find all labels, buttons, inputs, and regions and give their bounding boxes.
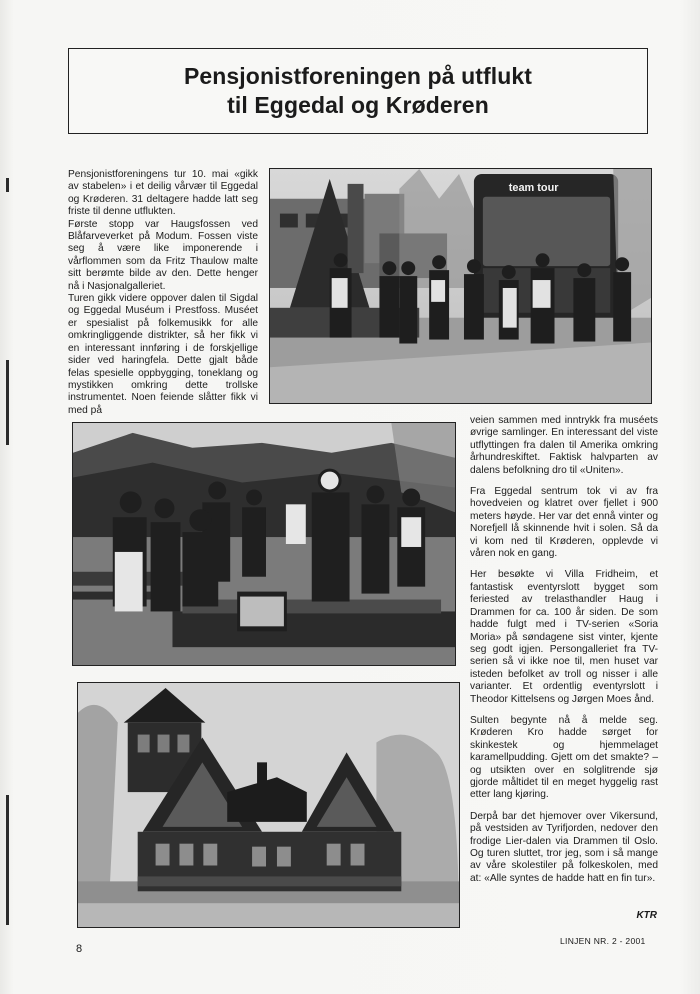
binder-mark [6,360,9,445]
paragraph: Første stopp var Haugsfossen ved Blåfarveverket på Modum. Fossen viste seg å være like imponerende i vårflommen som da Fritz Thaulow malte sitt berømte bilde av den. Dette henger nå i Nasjonalgalleriet. [68,218,258,292]
paragraph: Turen gikk videre oppover dalen til Sigdal og Eggedal Muséum i Prestfoss. Muséet er spesialist på folkemusikk for alle omkringliggende distrikter, så her fikk vi en interessant innføring i de forskjellige sider ved haringfela. Dette gjalt både felas spesielle oppbygging, toneklang og mystikken omkring dette trollske instrumentet. Noen feiende slåtter fikk vi med på [68,293,258,416]
photo-group-at-bus-image [270,169,651,403]
issue-label: LINJEN NR. 2 - 2001 [560,936,646,946]
paragraph: Her besøkte vi Villa Fridheim, et fantastisk eventyrslott bygget som feriested av trelasthandler Haug i Drammen for ca. 100 år siden. De som hadde fulgt med i TV-serien «Soria Moria» på søndagene sist vinter, kjente seg godt igjen. Persongalleriet fra TV-serien så vi ikke noe til, men huset var isteden befolket av troll og nisser i alle varianter. Et ordentlig eventyrslott i Theodor Kittelsens og Jørgen Moes ånd. [470,569,658,705]
bus-sign: team tour [508,181,559,194]
paragraph: Sulten begynte nå å melde seg. Krøderen Kro hadde sørget for skinkestek og hjemmelaget karamellpudding. Gjett om det smakte? – og utsikten over en solglitrende sjø gjorde måltidet til en meget hyggelig rast etter lang kjøring. [470,714,658,801]
photo-villa-fridheim [77,682,460,928]
article-title-box [68,48,648,134]
photo-villa-fridheim-image [78,683,459,927]
article-title-line-2: til Eggedal og Krøderen [227,92,489,118]
binder-mark [6,178,9,192]
binder-mark [6,795,9,925]
article-title-line-1: Pensjonistforeningen på utflukt [183,63,533,89]
page-number: 8 [76,943,83,955]
paragraph: Pensjonistforeningens tur 10. mai «gikk av stabelen» i et deilig vårvær til Eggedal og Krøderen. 31 deltagere hadde latt seg friste til denne utflukten. [68,169,258,218]
photo-group-at-bus [269,168,652,404]
paragraph: Fra Eggedal sentrum tok vi av fra hovedveien og klatret over fjellet i 900 meters høyde. Her var det ennå vinter og Norefjell lå skinnende hvit i solen. Så da vi kom ned til Krøderen, opplevde vi våren nok en gang. [470,486,658,560]
paragraph: Derpå bar det hjemover over Vikersund, på vestsiden av Tyrifjorden, nedover den frodige Lier-dalen via Drammen til Oslo. Og turen sluttet, tror jeg, som i så mange av våre skolestiler på folkeskolen, med at: «Alle syntes de hadde hatt en fin tur». [470,810,658,884]
photo-group-at-picnic-table [72,422,456,666]
photo-group-at-picnic-table-image [73,423,455,665]
right-text-column [470,415,658,885]
paragraph: veien sammen med inntrykk fra muséets øvrige samlinger. En interessant del viste utflyttingen fra dalen til Amerika omkring århundreskiftet. Faktisk halvparten av dalens befolkning dro til «Uniten». [470,415,658,476]
left-text-column [68,169,258,417]
author-signature: KTR [636,910,657,921]
